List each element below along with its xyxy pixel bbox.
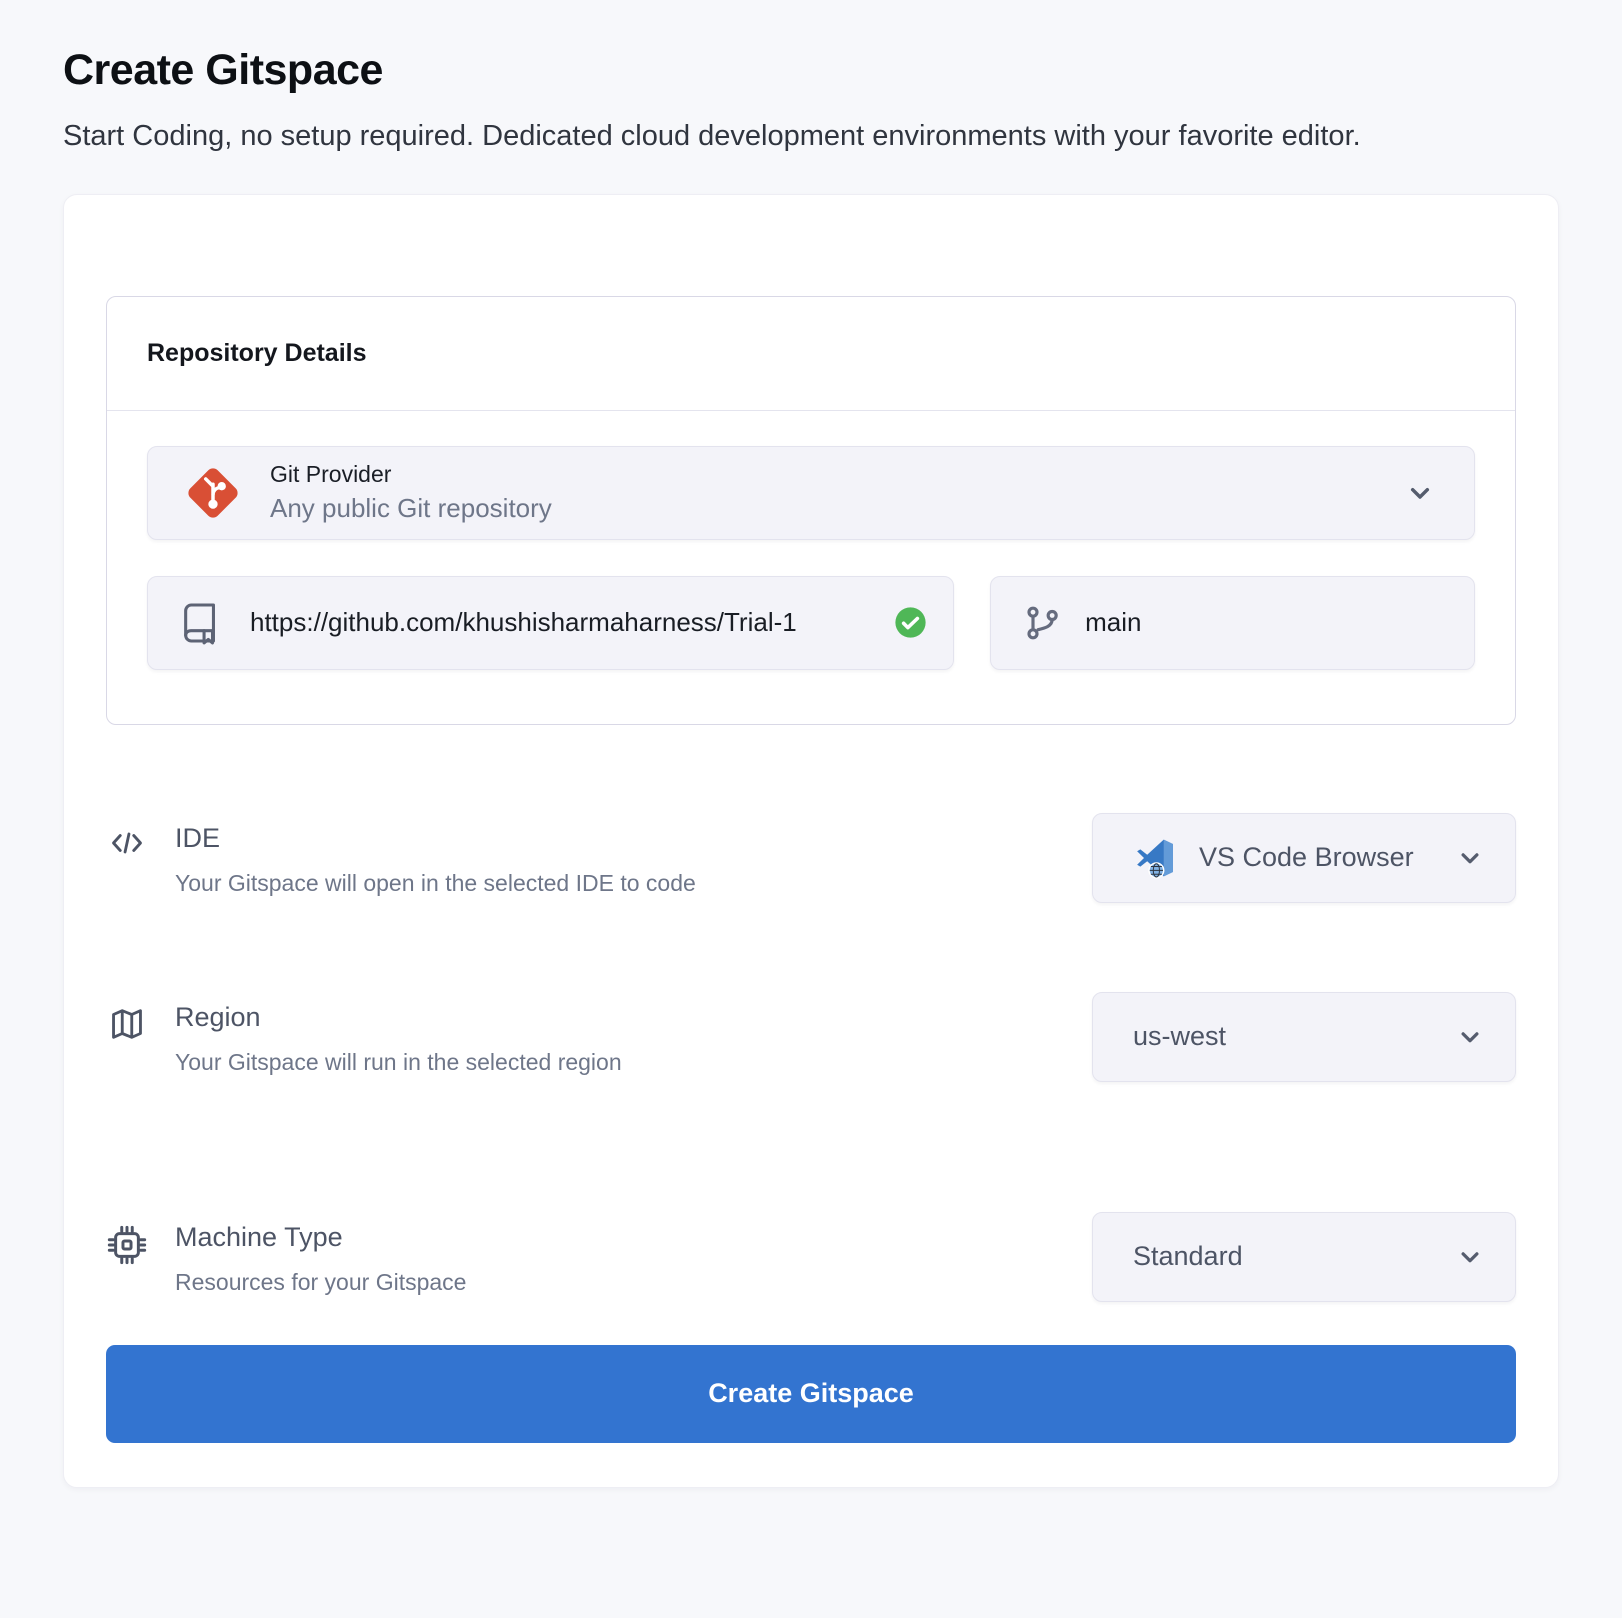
repository-details-title: Repository Details (147, 338, 367, 367)
region-row (106, 992, 1516, 1082)
repo-inputs-row (147, 576, 1475, 670)
machine-type-dropdown-value: Standard (1133, 1241, 1243, 1272)
vscode-icon (1133, 836, 1177, 880)
region-row-info (106, 992, 622, 1076)
branch-input[interactable] (1085, 607, 1444, 638)
repository-details-header (107, 297, 1515, 411)
region-dropdown-value: us-west (1133, 1021, 1227, 1052)
ide-row (106, 813, 1516, 903)
git-provider-select[interactable] (147, 446, 1475, 540)
machine-type-row (106, 1212, 1516, 1302)
chevron-down-icon (1455, 1022, 1485, 1052)
chevron-down-icon (1404, 477, 1436, 509)
page-title: Create Gitspace (63, 46, 383, 94)
chevron-down-icon (1455, 1242, 1485, 1272)
git-branch-icon (1023, 603, 1063, 643)
cpu-icon (106, 1222, 148, 1296)
repository-details-body (107, 411, 1515, 724)
check-circle-icon (894, 606, 927, 639)
machine-type-row-info (106, 1212, 466, 1296)
git-provider-texts (270, 461, 552, 524)
region-row-texts (175, 1002, 622, 1076)
ide-dropdown-value: VS Code Browser (1199, 842, 1414, 873)
repository-details-section (106, 296, 1516, 725)
machine-type-dropdown[interactable] (1092, 1212, 1516, 1302)
repo-book-icon (178, 597, 224, 649)
machine-type-label: Machine Type (175, 1221, 343, 1252)
region-label: Region (175, 1001, 261, 1032)
map-icon (106, 1002, 148, 1076)
branch-field (990, 576, 1475, 670)
machine-type-row-texts (175, 1222, 466, 1296)
ide-row-info (106, 813, 696, 897)
ide-dropdown-content (1133, 836, 1414, 880)
page-subtitle: Start Coding, no setup required. Dedicated cloud development environments with your favorite editor. (63, 120, 1361, 152)
machine-type-description: Resources for your Gitspace (175, 1268, 467, 1295)
git-provider-value: Any public Git repository (270, 493, 552, 524)
ide-row-texts (175, 823, 696, 897)
ide-description: Your Gitspace will open in the selected IDE to code (175, 869, 696, 896)
repo-url-field (147, 576, 954, 670)
git-diamond-icon (182, 462, 244, 524)
chevron-down-icon (1455, 843, 1485, 873)
ide-label: IDE (175, 822, 221, 853)
repo-url-input[interactable] (250, 607, 868, 638)
region-description: Your Gitspace will run in the selected region (175, 1048, 622, 1075)
gitspace-form-card (63, 194, 1559, 1488)
git-provider-label: Git Provider (270, 461, 392, 488)
create-gitspace-button[interactable]: Create Gitspace (106, 1345, 1516, 1443)
region-dropdown[interactable] (1092, 992, 1516, 1082)
code-icon (106, 823, 148, 897)
ide-dropdown[interactable] (1092, 813, 1516, 903)
